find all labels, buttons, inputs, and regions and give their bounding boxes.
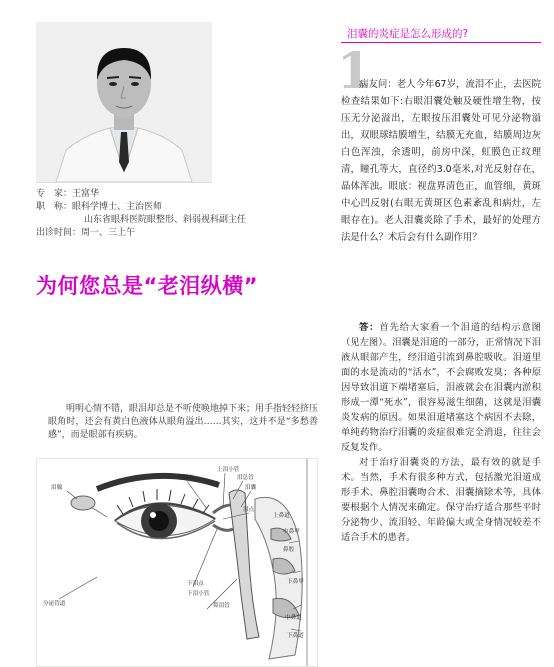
question-title: 泪囊的炎症是怎么形成的? xyxy=(347,28,469,40)
clinic-time-label: 出诊时间： xyxy=(36,228,82,238)
label-superior-meatus: 上鼻道 xyxy=(273,513,290,519)
label-inferior-meatus: 下鼻道 xyxy=(287,633,304,639)
doctor-affiliation-row xyxy=(36,214,326,227)
label-lower-canaliculus: 下泪小管 xyxy=(187,591,210,597)
doctor-photo xyxy=(36,22,212,183)
label-upper-canaliculus: 上泪小管 xyxy=(217,467,240,473)
doctor-title: 眼科学博士、主治医师 xyxy=(72,202,163,212)
label-inferior-turbinate: 下鼻甲 xyxy=(287,579,304,585)
label-lacrimal-gland: 泪腺 xyxy=(51,485,63,491)
article-intro: 明明心情不错，眼泪却总是不听使唤地掉下来；用手指轻轻挤压眼角时，还会有黄白色液体从眼角溢出……其实，这并不是“多愁善感”，而是眼部有疾病。 xyxy=(48,404,319,440)
question-header xyxy=(341,18,541,43)
doctor-title-label: 职 称： xyxy=(36,202,73,212)
question-number: 1 xyxy=(337,41,372,100)
doctor-title-row xyxy=(36,201,326,214)
question-body xyxy=(341,76,541,246)
label-nasolacrimal-duct: 鼻泪管 xyxy=(213,603,230,609)
answer-paragraph-1 xyxy=(341,320,541,455)
label-common-canaliculus: 泪总管 xyxy=(237,475,254,481)
label-secretory-duct: 分泌管道 xyxy=(43,601,66,607)
doctor-name-row xyxy=(36,188,326,201)
article-headline: 为何您总是“老泪纵横” xyxy=(36,274,259,298)
answer-paragraph-2 xyxy=(341,455,541,545)
doctor-clinic-row xyxy=(36,227,326,240)
doctor-name-label: 专 家： xyxy=(36,189,73,199)
doctor-info xyxy=(36,188,326,240)
label-punctum: 泪点 xyxy=(243,507,255,513)
doctor-portrait-image xyxy=(36,22,212,182)
question-text: 病友问：老人今年67岁，流泪不止，去医院检查结果如下:右眼泪囊处触及硬性增生物，按压无分泌溢出，左眼按压泪囊处可见分泌物溢出，双眼球结膜增生，结膜无充血，结膜周边灰白色浑浊，余透明，前房中深，虹膜色正纹理清，瞳孔等大，直径约3.0毫米,对光反射存在，晶体浑浊。眼底：视盘界清色正，血管细，黄斑中心凹反射(右眼无黄斑区色素紊乱和病灶，左眼存在)。老人泪囊炎除了手术，最好的处理方法是什么？术后会有什么副作用？ xyxy=(341,79,541,243)
doctor-affiliation: 山东省眼科医院眼整形、斜弱视科副主任 xyxy=(84,215,247,225)
label-lacrimal-sac: 泪囊 xyxy=(245,485,257,491)
clinic-time: 周一、三上午 xyxy=(81,228,136,238)
label-middle-turbinate: 中鼻甲 xyxy=(283,529,300,535)
answer-label: 答： xyxy=(359,322,380,333)
answer-text-1: 首先给大家看一个泪道的结构示意图（见左图）。泪囊是泪道的一部分，正常情况下泪液从眼部产生，经泪道引流到鼻腔吸收。泪道里面的水是流动的“活水”，不会腐败发臭；各种原因导致泪道下端堵塞后，泪液就会在泪囊内淤积形成一潭“死水”，很容易滋生细菌，这就是泪囊炎发病的原因。如果泪道堵塞这个病因不去除，单纯药物治疗泪囊的炎症很难完全消退，往往会反复发作。 xyxy=(341,322,541,453)
label-lower-punctum: 下泪点 xyxy=(187,581,204,587)
tear-duct-diagram xyxy=(36,458,318,667)
label-nasal-cavity: 鼻腔 xyxy=(283,547,295,553)
label-middle-meatus: 中鼻道 xyxy=(285,615,302,621)
doctor-name: 王富华 xyxy=(72,189,100,199)
label-upper-punctum: 上泪点 xyxy=(177,475,194,481)
answer-text-2: 对于治疗泪囊炎的方法，最有效的就是手术。当然，手术有很多种方式，包括激光泪道成形手术、鼻腔泪囊吻合术、泪囊摘除术等，具体要根据个人情况来确定。保守治疗适合那些平时分泌物少、流泪轻、年龄偏大或全身情况较差不适合手术的患者。 xyxy=(341,457,541,543)
answer-body xyxy=(341,320,541,545)
